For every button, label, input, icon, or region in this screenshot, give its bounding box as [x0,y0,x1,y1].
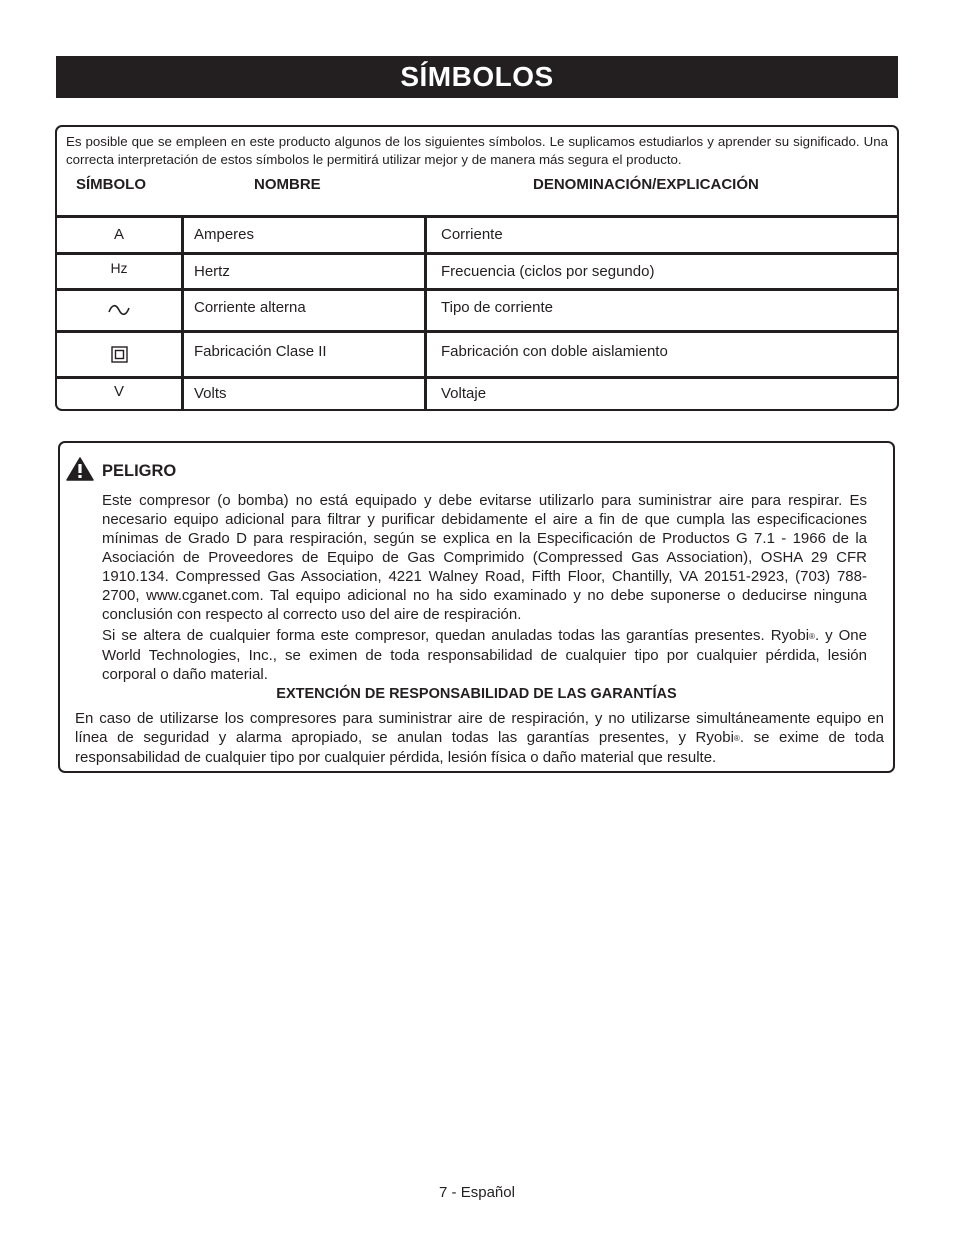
explanation-cell: Tipo de corriente [441,299,554,316]
symbols-table-box [55,125,899,411]
danger-box [58,441,895,773]
explanation-cell: Fabricación con doble aislamiento [441,343,668,360]
danger-heading [66,457,176,486]
header-name: NOMBRE [254,176,321,193]
table-row [57,215,897,252]
double-insulation-icon [111,346,128,367]
danger-label: PELIGRO [102,462,177,480]
explanation-cell: Voltaje [441,385,487,402]
header-explanation: DENOMINACIÓN/EXPLICACIÓN [533,176,759,193]
danger-paragraph-3: En caso de utilizarse los compresores para suministrar aire de respiración, y no utilizarse simultáneamente equipo en línea de seguridad y alarma apropiado, se anulan todas las garantías presentes, y Ryobi®. se exime de toda responsabilidad de cualquier tipo por cualquier pérdida, lesión física o daño material que resulte. [75,710,885,766]
explanation-cell: Frecuencia (ciclos por segundo) [441,263,655,280]
name-cell: Amperes [194,226,255,243]
symbols-intro: Es posible que se empleen en este producto algunos de los siguientes símbolos. Le suplicamos estudiarlos y aprender su significado. Una correcta interpretación de estos símbolos le permitirá utilizar mejor y de manera más segura el producto. [66,134,888,167]
header-symbol: SÍMBOLO [76,176,146,193]
name-cell: Hertz [194,263,230,280]
danger-paragraph-1: Este compresor (o bomba) no está equipado y debe evitarse utilizarlo para suministrar aire para respirar. Es necesario equipo adicional para filtrar y purificar debidamente el aire a fin de que cumpla las especificaciones mínimas de Grado D para respiración, según se explica en la Especificación de Productos G 7.1 - 1966 de la Asociación de Proveedores de Equipo de Gas Comprimido (Compressed Gas Association), OSHA 29 CFR 1910.134. Compressed Gas Association, 4221 Walney Road, Fifth Floor, Chantilly, VA 20151-2923, (703) 788-2700, www.cganet.com. Tal equipo adicional no ha sido examinado y no debe suponerse o deducirse ninguna conclusión con respecto al correcto uso del aire de respiración. [102,492,867,623]
warranty-subheading: EXTENCIÓN DE RESPONSABILIDAD DE LAS GARANTÍAS [276,686,677,702]
name-cell: Fabricación Clase II [194,343,327,360]
symbols-table [57,215,897,409]
name-cell: Volts [194,385,227,402]
table-row [57,376,897,409]
danger-paragraph-2: Si se altera de cualquier forma este compresor, quedan anuladas todas las garantías presentes. Ryobi®. y One World Technologies, Inc., se eximen de toda responsabilidad de cualquier tipo por cualquier pérdida, lesión corporal o daño material. [102,627,867,683]
explanation-cell: Corriente [441,226,503,243]
symbol-cell: Hz [110,260,128,276]
table-row [57,252,897,288]
table-row [57,288,897,330]
table-row [57,330,897,376]
name-cell: Corriente alterna [194,299,306,316]
warning-triangle-icon [66,457,94,486]
symbol-cell: V [113,383,124,400]
page-footer: 7 - Español [439,1184,515,1201]
symbol-cell: A [113,226,124,243]
alternating-current-icon [108,303,130,321]
page-title: SÍMBOLOS [56,56,898,98]
